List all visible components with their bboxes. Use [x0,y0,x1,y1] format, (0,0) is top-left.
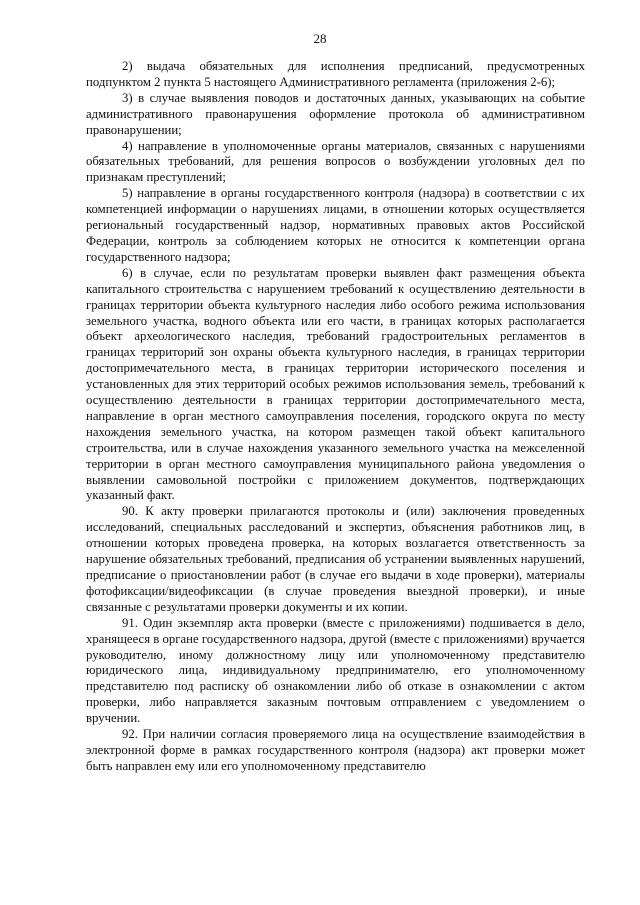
paragraph-90: 90. К акту проверки прилагаются протоколы и (или) заключения проведенных исследований, специальных расследований и экспертиз, объяснения работников лиц, в отношении которых проведена проверка, на которых возлагается ответственность за нарушение обязательных требований, предписания об устранении выявленных нарушений, предписание о приостановлении работ (в случае его выдачи в ходе проверки), материалы фотофиксации/видеофиксации (в случае проведения выездной проверки), и иные связанные с результатами проверки документы и их копии. [86,504,585,614]
paragraph-92: 92. При наличии согласия проверяемого лица на осуществление взаимодействия в электронной форме в рамках государственного контроля (надзора) акт проверки может быть направлен ему или его уполномоченному представителю [86,727,585,773]
document-body [86,59,585,775]
paragraph-item-4: 4) направление в уполномоченные органы материалов, связанных с нарушениями обязательных требований, для решения вопросов о возбуждении уголовных дел по признакам преступлений; [86,138,585,185]
page-number: 28 [313,31,327,46]
paragraph-item-3: 3) в случае выявления поводов и достаточных данных, указывающих на событие административного правонарушения оформление протокола об административном правонарушении; [86,90,585,137]
paragraph-item-6: 6) в случае, если по результатам проверки выявлен факт размещения объекта капитального строительства с нарушением требований к осуществлению деятельности в границах территории объекта культурного наследия либо особого режима использования земельного участка, водного объекта или его части, в границах которых располагается объект археологического наследия, требований градостроительных регламентов в границах территорий зон охраны объекта культурного наследия, в границах территории достопримечательного места, в границах территории исторического поселения и установленных для этих территорий особых режимов использования земель, требований к осуществлению деятельности в границах территории достопримечательного места, направление в орган местного самоуправления поселения, городского округа по месту нахождения земельного участка, на котором размещен такой объект капитального строительства, или в случае нахождения указанного земельного участка на межселенной территории в орган местного самоуправления муниципального района уведомления о выявлении самовольной постройки с приложением документов, подтверждающих указанный факт. [86,265,585,503]
paragraph-item-2: 2) выдача обязательных для исполнения предписаний, предусмотренных подпунктом 2 пункта 5 настоящего Административного регламента (приложения 2-6); [86,59,585,89]
paragraph-item-5: 5) направление в органы государственного контроля (надзора) в соответствии с их компетенцией информации о нарушениях лицами, в отношении которых осуществляется региональный государственный надзор, нормативных правовых актов Российской Федерации, контроль за соблюдением которых не относится к компетенции органа государственного надзора; [86,186,585,264]
paragraph-91: 91. Один экземпляр акта проверки (вместе с приложениями) подшивается в дело, хранящееся в органе государственного надзора, другой (вместе с приложениями) вручается руководителю, иному должностному лицу или уполномоченному представителю юридического лица, индивидуальному предпринимателю, его уполномоченному представителю под расписку об ознакомлении либо об отказе в ознакомлении с актом проверки, либо направляется заказным почтовым отправлением с уведомлением о вручении. [86,615,585,726]
